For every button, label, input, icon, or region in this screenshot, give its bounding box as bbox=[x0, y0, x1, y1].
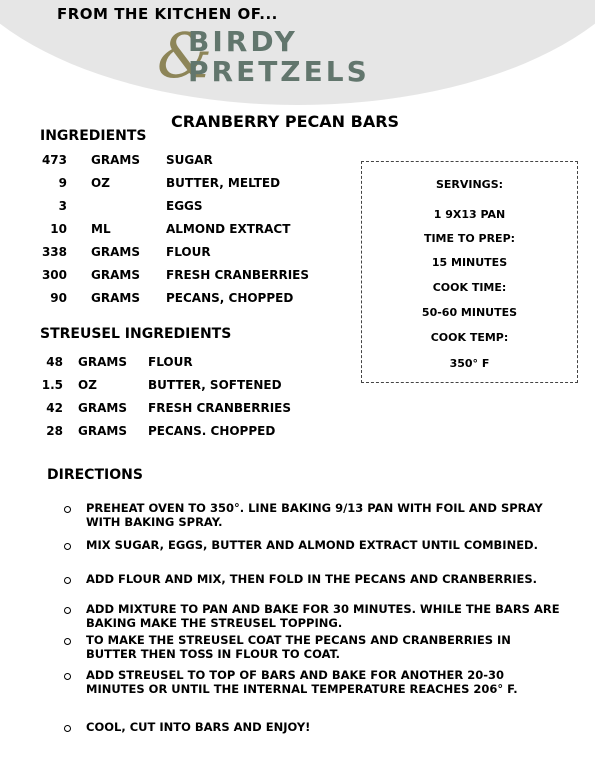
ingredient-quantity: 90 bbox=[50, 291, 67, 305]
ingredient-unit: GRAMS bbox=[91, 245, 140, 259]
streusel-ingredient-row bbox=[0, 378, 360, 396]
ingredients-heading: INGREDIENTS bbox=[40, 128, 147, 144]
streusel-ingredient-quantity: 42 bbox=[46, 401, 63, 415]
streusel-ingredient-unit: OZ bbox=[78, 378, 97, 392]
directions-heading: DIRECTIONS bbox=[47, 467, 143, 483]
streusel-ingredient-name: FRESH CRANBERRIES bbox=[148, 401, 292, 415]
streusel-ingredient-unit: GRAMS bbox=[78, 401, 127, 415]
circle-bullet-icon bbox=[64, 577, 71, 584]
direction-step-text: ADD STREUSEL TO TOP OF BARS AND BAKE FOR ANOTHER 20-30 MINUTES OR UNTIL THE INTERNAL TEMPERATURE REACHES 206° F. bbox=[86, 668, 518, 696]
ingredient-quantity: 300 bbox=[41, 268, 67, 282]
streusel-ingredient-row bbox=[0, 424, 360, 442]
streusel-heading: STREUSEL INGREDIENTS bbox=[40, 326, 232, 342]
direction-step-text: ADD MIXTURE TO PAN AND BAKE FOR 30 MINUTES. WHILE THE BARS ARE BAKING MAKE THE STREUSEL TOPPING. bbox=[86, 602, 560, 630]
ingredient-name: SUGAR bbox=[166, 153, 213, 167]
circle-bullet-icon bbox=[64, 673, 71, 680]
ingredient-name: EGGS bbox=[166, 199, 203, 213]
cook-temp-label: COOK TEMP: bbox=[430, 331, 509, 344]
ingredient-quantity: 3 bbox=[58, 199, 67, 213]
direction-step-text: MIX SUGAR, EGGS, BUTTER AND ALMOND EXTRACT UNTIL COMBINED. bbox=[86, 538, 538, 552]
circle-bullet-icon bbox=[64, 506, 71, 513]
ingredient-name: ALMOND EXTRACT bbox=[166, 222, 291, 236]
logo-line-pretzels: PRETZELS bbox=[188, 55, 370, 88]
streusel-ingredient-name: FLOUR bbox=[148, 355, 193, 369]
ingredient-quantity: 338 bbox=[41, 245, 67, 259]
ingredient-name: BUTTER, MELTED bbox=[166, 176, 281, 190]
ingredient-unit: GRAMS bbox=[91, 268, 140, 282]
ingredient-row bbox=[0, 291, 360, 309]
prep-time-label: TIME TO PREP: bbox=[423, 232, 516, 245]
ingredient-unit: OZ bbox=[91, 176, 110, 190]
ingredient-quantity: 473 bbox=[41, 153, 67, 167]
ingredient-row bbox=[0, 199, 360, 217]
cook-temp-value: 350° F bbox=[449, 357, 490, 370]
servings-label: SERVINGS: bbox=[435, 178, 504, 191]
ingredient-row bbox=[0, 245, 360, 263]
streusel-ingredient-quantity: 48 bbox=[46, 355, 63, 369]
streusel-ingredient-row bbox=[0, 355, 360, 373]
ingredient-row bbox=[0, 176, 360, 194]
ingredient-row bbox=[0, 222, 360, 240]
circle-bullet-icon bbox=[64, 638, 71, 645]
prep-time-value: 15 MINUTES bbox=[431, 256, 508, 269]
recipe-info-box bbox=[361, 161, 578, 383]
circle-bullet-icon bbox=[64, 725, 71, 732]
ingredient-quantity: 9 bbox=[58, 176, 67, 190]
streusel-ingredient-name: BUTTER, SOFTENED bbox=[148, 378, 282, 392]
servings-value: 1 9X13 PAN bbox=[433, 208, 506, 221]
circle-bullet-icon bbox=[64, 607, 71, 614]
cook-time-label: COOK TIME: bbox=[432, 281, 507, 294]
ingredient-unit: GRAMS bbox=[91, 153, 140, 167]
ingredient-name: PECANS, CHOPPED bbox=[166, 291, 294, 305]
direction-step-text: PREHEAT OVEN TO 350°. LINE BAKING 9/13 PAN WITH FOIL AND SPRAY WITH BAKING SPRAY. bbox=[86, 501, 543, 529]
ingredient-quantity: 10 bbox=[50, 222, 67, 236]
logo-ampersand: & bbox=[157, 19, 213, 92]
ingredient-unit: ML bbox=[91, 222, 111, 236]
direction-step-text: COOL, CUT INTO BARS AND ENJOY! bbox=[86, 720, 311, 734]
logo-line-birdy: BIRDY bbox=[188, 25, 298, 58]
recipe-title: CRANBERRY PECAN BARS bbox=[171, 112, 400, 131]
streusel-ingredient-unit: GRAMS bbox=[78, 355, 127, 369]
streusel-ingredient-quantity: 1.5 bbox=[41, 378, 63, 392]
ingredient-name: FRESH CRANBERRIES bbox=[166, 268, 310, 282]
circle-bullet-icon bbox=[64, 543, 71, 550]
cook-time-value: 50-60 MINUTES bbox=[421, 306, 518, 319]
ingredient-row bbox=[0, 153, 360, 171]
direction-step-text: ADD FLOUR AND MIX, THEN FOLD IN THE PECANS AND CRANBERRIES. bbox=[86, 572, 538, 586]
streusel-ingredient-name: PECANS. CHOPPED bbox=[148, 424, 276, 438]
ingredient-unit: GRAMS bbox=[91, 291, 140, 305]
direction-step-text: TO MAKE THE STREUSEL COAT THE PECANS AND CRANBERRIES IN BUTTER THEN TOSS IN FLOUR TO COAT. bbox=[86, 633, 511, 661]
streusel-ingredient-unit: GRAMS bbox=[78, 424, 127, 438]
ingredient-name: FLOUR bbox=[166, 245, 211, 259]
kitchen-label: FROM THE KITCHEN OF... bbox=[57, 5, 278, 23]
streusel-ingredient-row bbox=[0, 401, 360, 419]
streusel-ingredient-quantity: 28 bbox=[46, 424, 63, 438]
ingredient-row bbox=[0, 268, 360, 286]
